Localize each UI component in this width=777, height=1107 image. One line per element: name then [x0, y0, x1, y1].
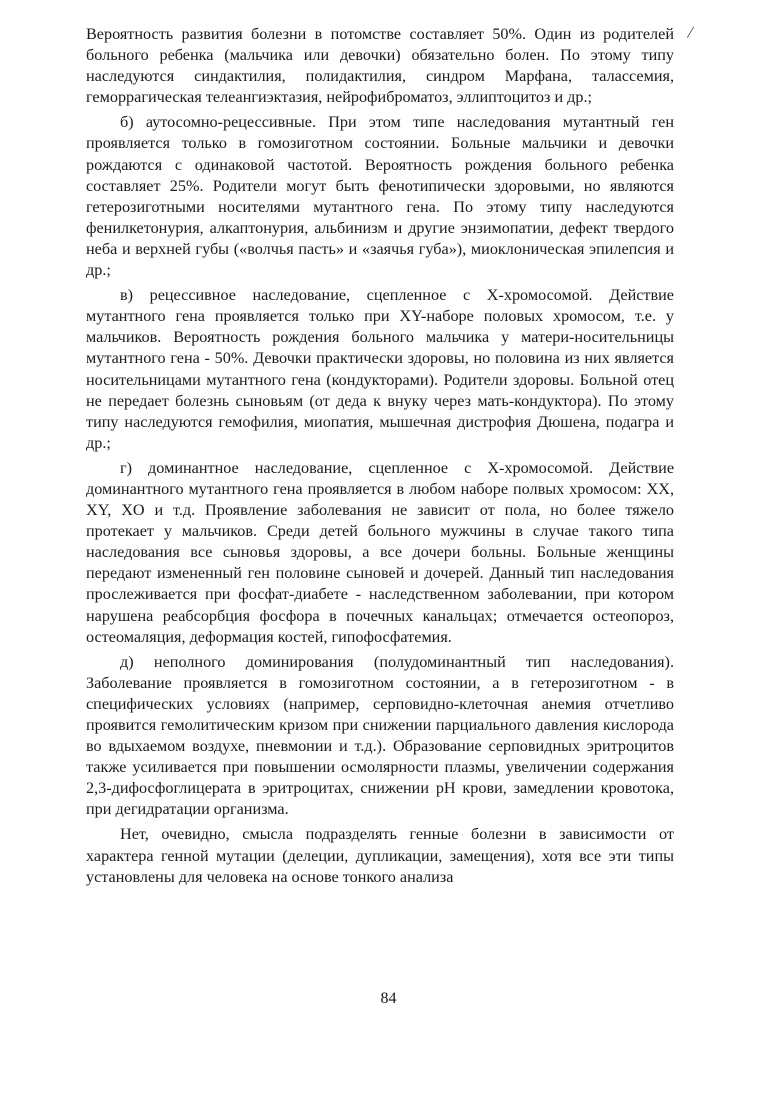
margin-pencil-mark: /	[686, 21, 696, 43]
body-text	[86, 24, 674, 888]
page-number: 84	[380, 990, 397, 1007]
paragraph-x-linked-dominant: г) доминантное наследование, сцепленное с Х-хромосомой. Действие доминантного мутантного гена проявляется в любом наборе полвых хромосом: XX, XY, XO и т.д. Проявление заболевания не зависит от пола, но более тяжело протекает у мальчиков. Среди детей больного мужчины в случае такого типа наследования все сыновья здоровы, а все дочери больны. Больные женщины передают измененный ген половине сыновей и дочерей. Данный тип наследования прослеживается при фосфат-диабете - наследственном заболевании, при котором нарушена реабсорбция фосфора в почечных канальцах; отмечается остеопороз, остеомаляция, деформация костей, гипофосфатемия.	[86, 458, 674, 646]
paragraph-x-linked-recessive: в) рецессивное наследование, сцепленное с Х-хромосомой. Действие мутантного гена проявляется только при XY-наборе половых хромосом, т.е. у мальчиков. Вероятность рождения больного мальчика у матери-носительницы мутантного гена - 50%. Девочки практически здоровы, но половина из них является носительницами мутантного гена (кондукторами). Родители здоровы. Больной отец не передает болезнь сыновьям (от деда к внуку через мать-кондуктора). По этому типу наследуются гемофилия, миопатия, мышечная дистрофия Дюшена, подагра и др.;	[86, 286, 674, 452]
paragraph-conclusion: Нет, очевидно, смысла подразделять генные болезни в зависимости от характера генной мутации (делеции, дупликации, замещения), хотя все эти типы установлены для человека на основе тонкого анализа	[86, 825, 674, 886]
paragraph-dominant-end: Вероятность развития болезни в потомстве составляет 50%. Один из родителей больного ребенка (мальчика или девочки) обязательно болен. По этому типу наследуются синдактилия, полидактилия, синдром Марфана, талассемия, геморрагическая телеангиэктазия, нейрофиброматоз, эллиптоцитоз и др.;	[86, 25, 674, 107]
paragraph-autosomal-recessive: б) аутосомно-рецессивные. При этом типе наследования мутантный ген проявляется только в гомозиготном состоянии. Больные мальчики и девочки рождаются с одинаковой частотой. Вероятность рождения больного ребенка составляет 25%. Родители могут быть фенотипически здоровыми, но являются гетерозиготными носителями мутантного гена. По этому типу наследуются фенилкетонурия, алкаптонурия, альбинизм и другие энзимопатии, дефект твердого неба и верхней губы («волчья пасть» и «заячья губа»), миоклоническая эпилепсия и др.;	[86, 113, 674, 280]
paragraph-incomplete-dominance: д) неполного доминирования (полудоминантный тип наследования). Заболевание проявляется в гомозиготном состоянии, а в гетерозиготном - в специфических условиях (например, серповидно-клеточная анемия отчетливо проявится гемолитическим кризом при снижении парциального давления кислорода во вдыхаемом воздухе, пневмонии и т.д.). Образование серповидных эритроцитов также усиливается при повышении осмолярности плазмы, увеличении содержания 2,3-дифосфоглицерата в эритроцитах, снижении pH крови, замедлении кровотока, при дегидратации организма.	[86, 652, 674, 819]
